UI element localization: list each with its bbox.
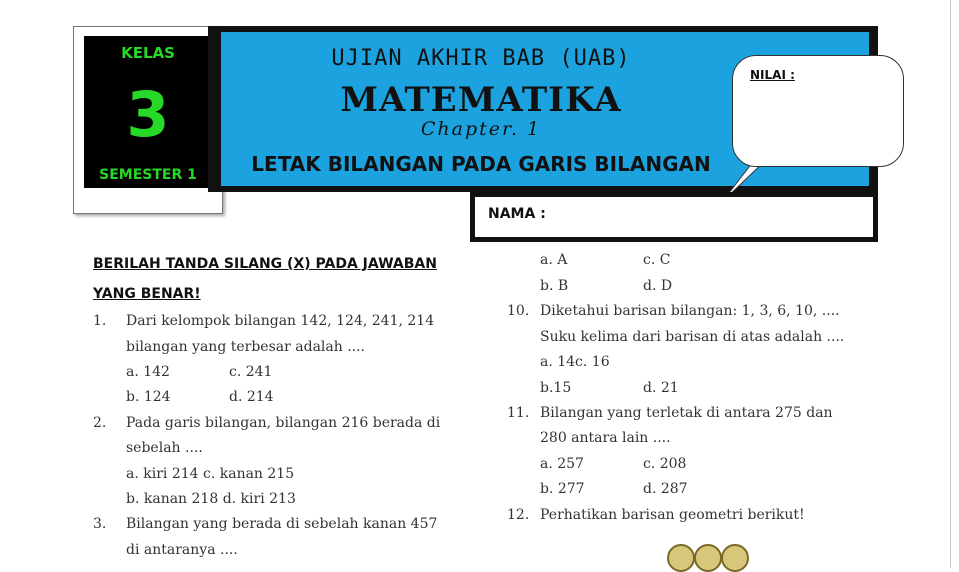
q12-text-line1: Perhatikan barisan geometri berikut! [540, 507, 805, 523]
q2-text-line2: sebelah .... [126, 440, 203, 456]
q11-option-c[interactable]: c. 208 [643, 456, 687, 472]
q9-option-d[interactable]: d. D [643, 278, 673, 294]
q1-text-line1: Dari kelompok bilangan 142, 124, 241, 214 [126, 313, 435, 329]
q12-number: 12. [507, 507, 530, 523]
q2-options-bd[interactable]: b. kanan 218 d. kiri 213 [126, 491, 296, 507]
q11-text-line2: 280 antara lain .... [540, 430, 671, 446]
q3-text-line1: Bilangan yang berada di sebelah kanan 457 [126, 516, 438, 532]
q11-text-line1: Bilangan yang terletak di antara 275 dan [540, 405, 833, 421]
kelas-number: 3 [126, 78, 170, 151]
q2-options-ac[interactable]: a. kiri 214 c. kanan 215 [126, 466, 295, 482]
q10-text-line2: Suku kelima dari barisan di atas adalah .... [540, 329, 845, 345]
q1-option-d[interactable]: d. 214 [229, 389, 274, 405]
q1-text-line2: bilangan yang terbesar adalah .... [126, 339, 366, 355]
q10-options-ac[interactable]: a. 14c. 16 [540, 354, 610, 370]
q10-text-line1: Diketahui barisan bilangan: 1, 3, 6, 10, .... [540, 303, 840, 319]
q3-number: 3. [93, 516, 107, 532]
q11-option-a[interactable]: a. 257 [540, 456, 584, 472]
q9-option-a[interactable]: a. A [540, 252, 568, 268]
q2-text-line1: Pada garis bilangan, bilangan 216 berada di [126, 415, 441, 431]
exam-type: UJIAN AKHIR BAB (UAB) [331, 46, 631, 71]
score-label: NILAI : [750, 68, 795, 82]
q1-number: 1. [93, 313, 107, 329]
q9-option-b[interactable]: b. B [540, 278, 569, 294]
q1-option-b[interactable]: b. 124 [126, 389, 171, 405]
q10-option-b[interactable]: b.15 [540, 380, 572, 396]
q3-text-line2: di antaranya .... [126, 542, 238, 558]
q2-number: 2. [93, 415, 107, 431]
kelas-label: KELAS [121, 44, 175, 62]
semester-label: SEMESTER 1 [99, 167, 197, 183]
q11-number: 11. [507, 405, 530, 421]
q11-option-b[interactable]: b. 277 [540, 481, 585, 497]
instruction-line2: YANG BENAR! [93, 286, 201, 302]
q10-option-d[interactable]: d. 21 [643, 380, 679, 396]
q1-option-a[interactable]: a. 142 [126, 364, 170, 380]
q11-option-d[interactable]: d. 287 [643, 481, 688, 497]
q10-number: 10. [507, 303, 530, 319]
page-edge [950, 0, 951, 568]
q9-option-c[interactable]: c. C [643, 252, 671, 268]
chapter-label: Chapter. 1 [420, 118, 542, 140]
q1-option-c[interactable]: c. 241 [229, 364, 273, 380]
name-label: NAMA : [488, 206, 546, 222]
instruction-line1: BERILAH TANDA SILANG (X) PADA JAWABAN [93, 256, 437, 272]
subject-title: MATEMATIKA [340, 80, 622, 120]
topic-title: LETAK BILANGAN PADA GARIS BILANGAN [251, 152, 711, 176]
